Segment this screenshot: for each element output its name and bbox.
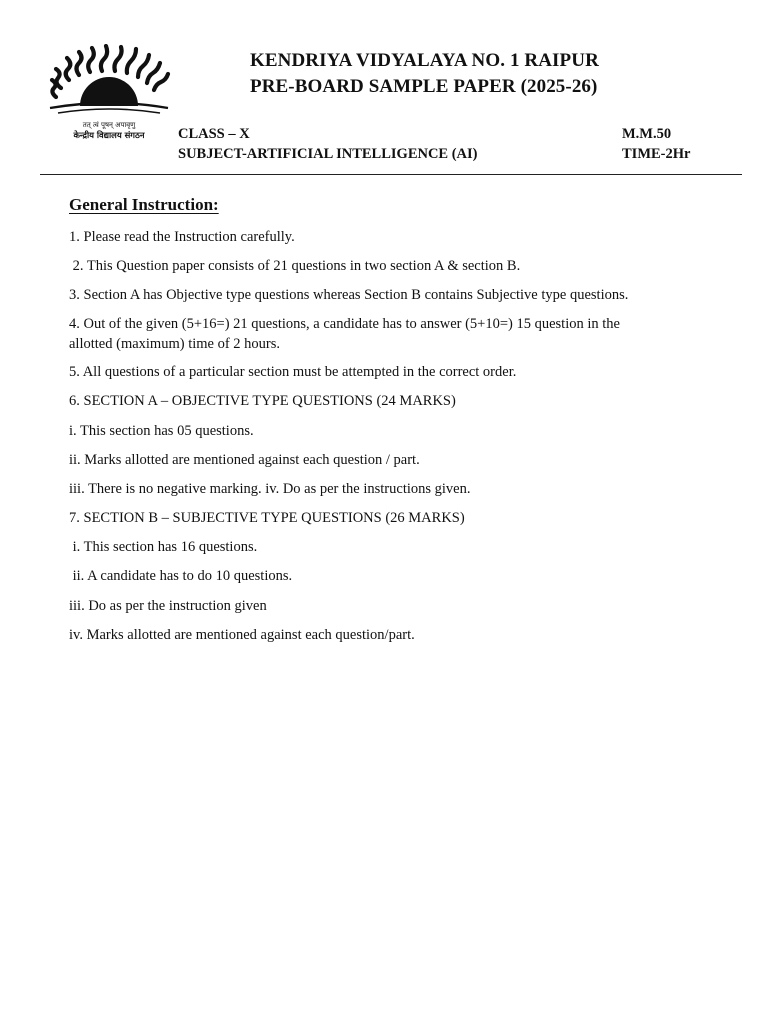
kvs-logo [46,44,172,144]
instruction-line: 5. All questions of a particular section must be attempted in the correct order. [69,364,517,380]
instruction-line: 2. This Question paper consists of 21 questions in two section A & section B. [69,258,521,274]
instruction-line: iii. Do as per the instruction given [69,598,267,614]
instruction-line: ii. A candidate has to do 10 questions. [69,568,293,584]
instructions-heading: General Instruction: [69,195,219,214]
instruction-line: iii. There is no negative marking. iv. Do as per the instructions given. [69,481,471,497]
instruction-line: allotted (maximum) time of 2 hours. [69,336,281,352]
logo-motto: तत् त्वं पूषन् अपावृणु [82,121,136,129]
instruction-line: iv. Marks allotted are mentioned against each question/part. [69,627,415,643]
header-divider [40,174,742,175]
instruction-line: ii. Marks allotted are mentioned against each question / part. [69,452,420,468]
instruction-line: 1. Please read the Instruction carefully. [69,229,295,245]
kvs-rising-sun-logo-icon [46,44,172,122]
max-marks: M.M.50 [622,126,672,142]
instruction-line: 4. Out of the given (5+16=) 21 questions, a candidate has to answer (5+10=) 15 question in the [69,316,620,332]
school-name: KENDRIYA VIDYALAYA NO. 1 RAIPUR [250,50,599,71]
class-label: CLASS – X [178,126,250,142]
instruction-line: 6. SECTION A – OBJECTIVE TYPE QUESTIONS (24 MARKS) [69,393,456,409]
instruction-line: 7. SECTION B – SUBJECTIVE TYPE QUESTIONS (26 MARKS) [69,510,465,526]
time-allowed: TIME-2Hr [622,146,691,162]
exam-title: PRE-BOARD SAMPLE PAPER (2025-26) [250,76,598,97]
instruction-line: 3. Section A has Objective type questions whereas Section B contains Subjective type questions. [69,287,629,303]
instruction-line: i. This section has 05 questions. [69,423,254,439]
instruction-line: i. This section has 16 questions. [69,539,258,555]
logo-org-name: केन्द्रीय विद्यालय संगठन [73,130,145,140]
subject-label: SUBJECT-ARTIFICIAL INTELLIGENCE (AI) [178,146,478,162]
